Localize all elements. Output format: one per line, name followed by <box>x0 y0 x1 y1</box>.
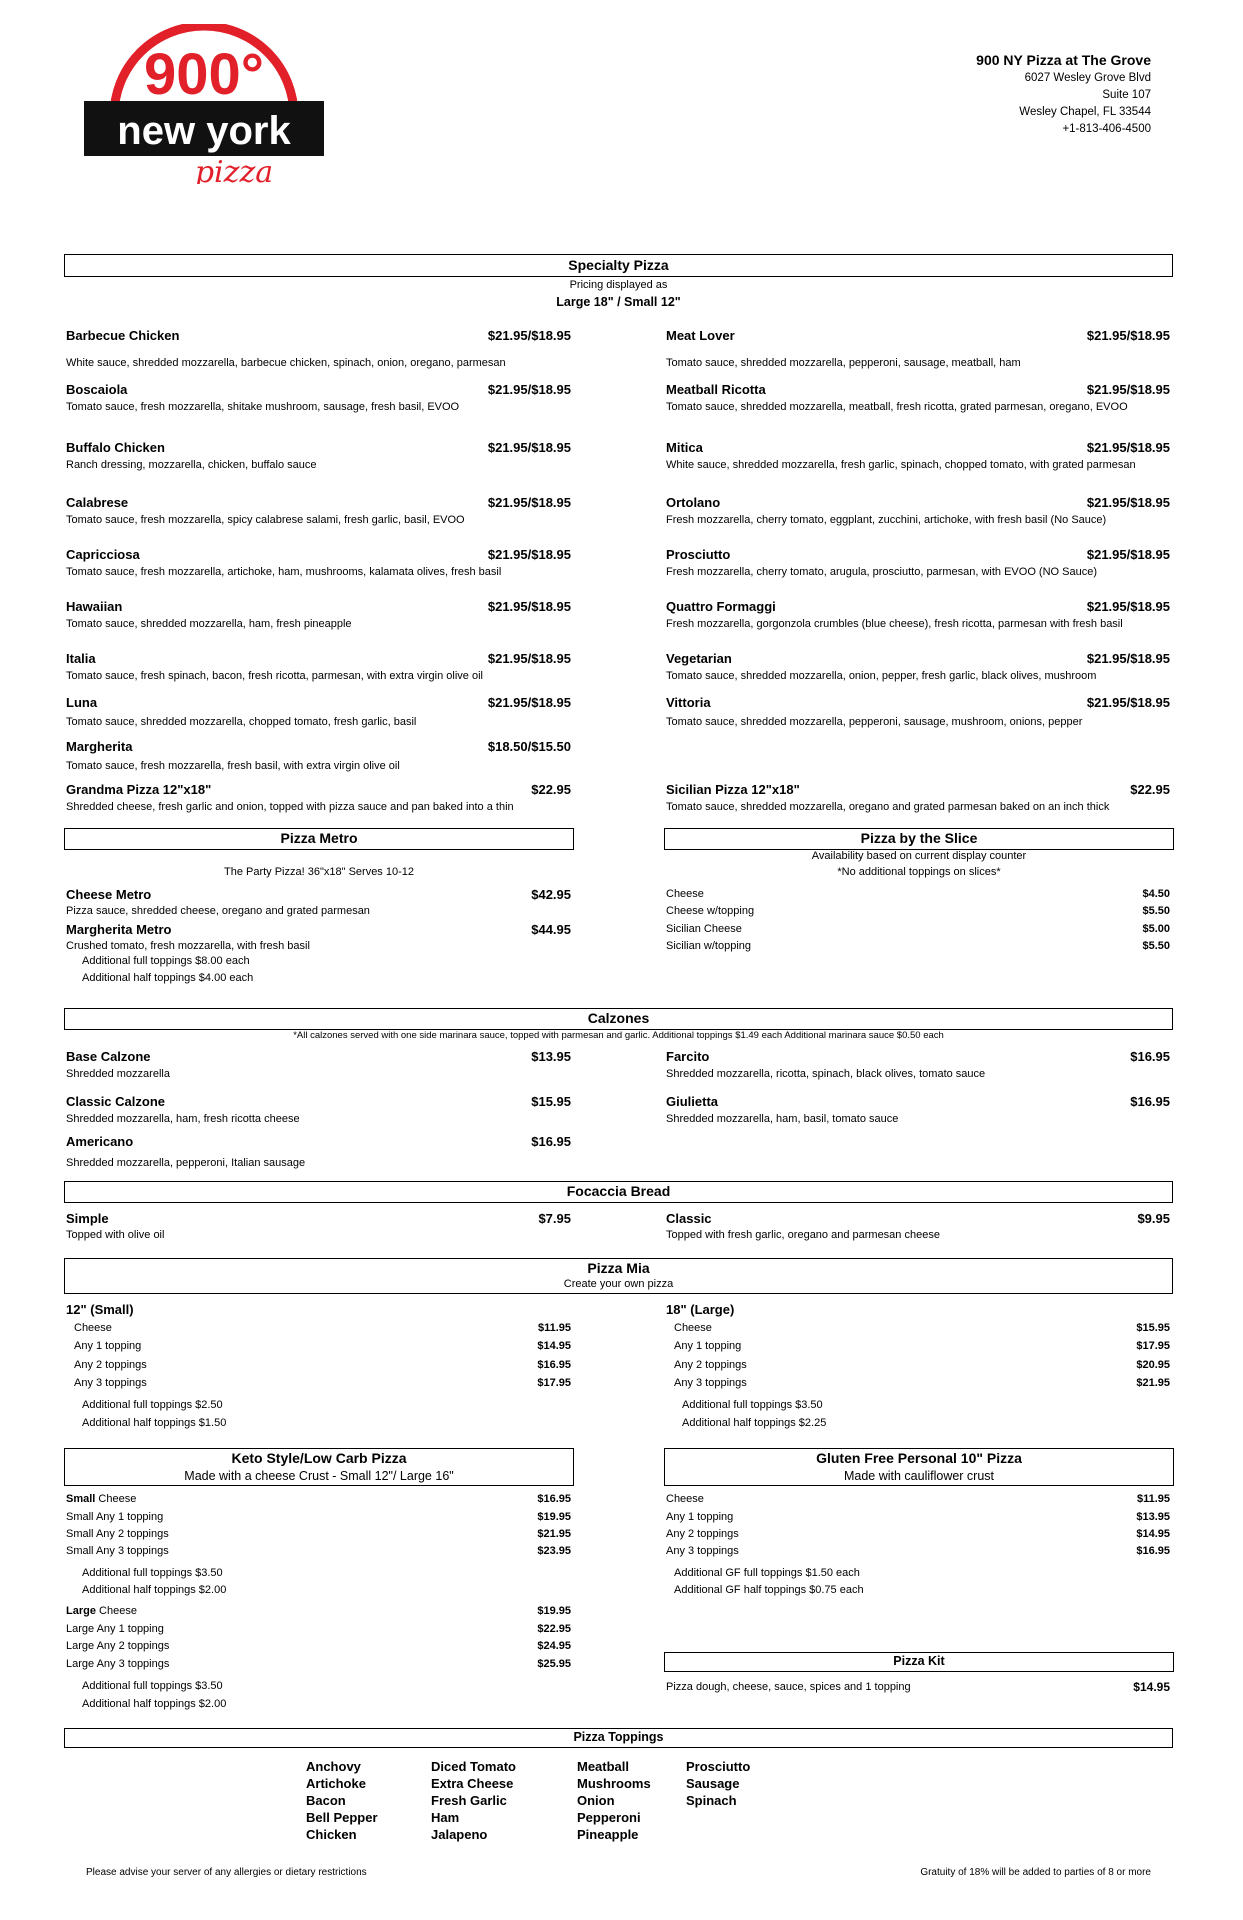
mia-row-price: $11.95 <box>537 1322 571 1334</box>
specialty-item-price: $21.95/$18.95 <box>1086 599 1170 614</box>
specialty-item-name: Capricciosa <box>66 547 140 562</box>
slice-item-price: $4.50 <box>1142 888 1170 900</box>
specialty-header: Specialty Pizza <box>64 254 1173 277</box>
slice-item-price: $5.50 <box>1142 905 1170 917</box>
calzone-item-name: Americano <box>66 1134 134 1149</box>
specialty-item-name: Vittoria <box>666 695 711 710</box>
keto-row-price: $24.95 <box>537 1640 571 1652</box>
slice-item-price: $5.50 <box>1142 940 1170 952</box>
calzone-item-price: $16.95 <box>531 1134 571 1149</box>
keto-row-name: Small Any 1 topping <box>66 1511 164 1523</box>
specialty-item-desc: Tomato sauce, shredded mozzarella, chopped tomato, fresh garlic, basil <box>66 716 417 728</box>
calzone-item-desc: Shredded mozzarella <box>66 1068 170 1080</box>
gluten-title: Gluten Free Personal 10" Pizza <box>816 1450 1022 1466</box>
keto-small-add-half: Additional half toppings $2.00 <box>82 1584 227 1596</box>
keto-subtitle: Made with a cheese Crust - Small 12"/ Large 16" <box>184 1469 454 1483</box>
specialty-item-desc: Ranch dressing, mozzarella, chicken, buffalo sauce <box>66 459 317 471</box>
metro-add-half: Additional half toppings $4.00 each <box>82 972 254 984</box>
gluten-header <box>664 1448 1174 1486</box>
calzone-item-price: $15.95 <box>531 1094 571 1109</box>
mia-row-price: $20.95 <box>1136 1359 1170 1371</box>
mia-row-name: Any 3 toppings <box>674 1377 747 1389</box>
keto-row <box>66 1605 137 1617</box>
specialty-item-name: Luna <box>66 695 98 710</box>
specialty-item-desc: Tomato sauce, fresh mozzarella, fresh basil, with extra virgin olive oil <box>66 760 400 772</box>
topping-item: Pepperoni <box>577 1810 641 1825</box>
focaccia-item-name: Classic <box>666 1211 712 1226</box>
keto-size-label: Large <box>66 1605 96 1617</box>
metro-item-desc: Pizza sauce, shredded cheese, oregano and grated parmesan <box>66 905 370 917</box>
mia-title: Pizza Mia <box>587 1260 650 1276</box>
calzone-item-desc: Shredded mozzarella, ricotta, spinach, black olives, tomato sauce <box>666 1068 986 1080</box>
kit-header: Pizza Kit <box>664 1652 1174 1672</box>
specialty-item-name: Italia <box>66 651 96 666</box>
specialty-item-desc: White sauce, shredded mozzarella, fresh garlic, spinach, chopped tomato, with grated parmesan <box>666 459 1136 471</box>
specialty-item-price: $21.95/$18.95 <box>1086 328 1170 343</box>
keto-row-price: $23.95 <box>537 1545 571 1557</box>
keto-row-price: $16.95 <box>537 1493 571 1505</box>
calzone-item-price: $16.95 <box>1130 1094 1170 1109</box>
logo-graphic <box>84 24 324 184</box>
mia-row-name: Any 2 toppings <box>74 1359 147 1371</box>
mia-row-name: Any 2 toppings <box>674 1359 747 1371</box>
specialty-item-name: Quattro Formaggi <box>666 599 776 614</box>
gluten-row-name: Any 1 topping <box>666 1511 734 1523</box>
calzones-header: Calzones <box>64 1008 1173 1030</box>
slice-item-name: Sicilian w/topping <box>666 940 751 952</box>
slice-item-name: Sicilian Cheese <box>666 923 742 935</box>
keto-row <box>66 1623 164 1635</box>
slice-note-2: *No additional toppings on slices* <box>837 866 1001 878</box>
specialty-item-desc: Tomato sauce, fresh mozzarella, spicy calabrese salami, fresh garlic, basil, EVOO <box>66 514 465 526</box>
city: Wesley Chapel, FL 33544 <box>1019 106 1151 118</box>
mia-row-name: Any 1 topping <box>674 1340 742 1352</box>
topping-item: Meatball <box>577 1759 630 1774</box>
mia-row-price: $15.95 <box>1136 1322 1170 1334</box>
specialty-item-name: Margherita <box>66 739 133 754</box>
keto-row-price: $19.95 <box>537 1511 571 1523</box>
calzone-item-desc: Shredded mozzarella, pepperoni, Italian sausage <box>66 1157 306 1169</box>
phone: +1-813-406-4500 <box>1062 123 1151 135</box>
calzone-item-desc: Shredded mozzarella, ham, basil, tomato sauce <box>666 1113 899 1125</box>
toppings-column <box>577 1758 651 1843</box>
slice-header: Pizza by the Slice <box>664 828 1174 850</box>
calzone-item-desc: Shredded mozzarella, ham, fresh ricotta cheese <box>66 1113 300 1125</box>
slice-note-1: Availability based on current display counter <box>811 850 1027 862</box>
topping-item: Onion <box>577 1793 615 1808</box>
mia-add-full: Additional full toppings $2.50 <box>82 1399 223 1411</box>
keto-row <box>66 1528 169 1540</box>
focaccia-item-desc: Topped with olive oil <box>66 1229 165 1241</box>
metro-item-price: $44.95 <box>531 922 571 937</box>
specialty-item-desc: Tomato sauce, shredded mozzarella, pepperoni, sausage, meatball, ham <box>666 357 1021 369</box>
specialty-item-name: Ortolano <box>666 495 721 510</box>
specialty-item-name: Prosciutto <box>666 547 731 562</box>
topping-item: Ham <box>431 1810 460 1825</box>
specialty-item-name: Hawaiian <box>66 599 123 614</box>
metro-item-name: Margherita Metro <box>66 922 172 937</box>
metro-item-name: Cheese Metro <box>66 887 152 902</box>
metro-item-desc: Crushed tomato, fresh mozzarella, with fresh basil <box>66 940 310 952</box>
mia-add-half: Additional half toppings $2.25 <box>682 1417 827 1429</box>
specialty-item-price: $21.95/$18.95 <box>1086 382 1170 397</box>
mia-row-price: $17.95 <box>1136 1340 1170 1352</box>
specialty-item-price: $21.95/$18.95 <box>1086 495 1170 510</box>
keto-large-add-half: Additional half toppings $2.00 <box>82 1698 227 1710</box>
keto-title: Keto Style/Low Carb Pizza <box>231 1450 407 1466</box>
topping-item: Artichoke <box>306 1776 366 1791</box>
mia-note: Create your own pizza <box>563 1278 674 1290</box>
suite: Suite 107 <box>1102 89 1151 101</box>
topping-item: Mushrooms <box>577 1776 651 1791</box>
metro-item-price: $42.95 <box>531 887 571 902</box>
specialty-item-price: $22.95 <box>531 782 571 797</box>
logo-pizza: pizza <box>194 155 274 184</box>
focaccia-item-name: Simple <box>66 1211 109 1226</box>
keto-row <box>66 1493 136 1505</box>
kit-price: $14.95 <box>1133 1680 1170 1694</box>
topping-item: Diced Tomato <box>431 1759 516 1774</box>
mia-large-label: 18" (Large) <box>666 1302 735 1317</box>
calzone-item-name: Classic Calzone <box>66 1094 165 1109</box>
calzone-item-price: $16.95 <box>1130 1049 1170 1064</box>
specialty-size-note: Large 18" / Small 12" <box>556 295 681 309</box>
specialty-item-desc: Tomato sauce, fresh spinach, bacon, fresh ricotta, parmesan, with extra virgin olive oil <box>66 670 483 682</box>
restaurant-name: 900 NY Pizza at The Grove <box>976 52 1151 68</box>
specialty-item-price: $22.95 <box>1130 782 1170 797</box>
mia-row-name: Any 1 topping <box>74 1340 142 1352</box>
gluten-add-half: Additional GF half toppings $0.75 each <box>674 1584 864 1596</box>
mia-row-price: $17.95 <box>537 1377 571 1389</box>
mia-row-price: $14.95 <box>537 1340 571 1352</box>
specialty-item-price: $21.95/$18.95 <box>487 695 571 710</box>
topping-item: Bacon <box>306 1793 346 1808</box>
specialty-item-desc: Tomato sauce, shredded mozzarella, meatball, fresh ricotta, grated parmesan, oregano, EVOO <box>666 401 1128 413</box>
specialty-item-price: $21.95/$18.95 <box>1086 651 1170 666</box>
specialty-item-name: Vegetarian <box>666 651 732 666</box>
mia-row-price: $21.95 <box>1136 1377 1170 1389</box>
specialty-item-price: $21.95/$18.95 <box>487 495 571 510</box>
street: 6027 Wesley Grove Blvd <box>1024 72 1151 84</box>
specialty-item-desc: Shredded cheese, fresh garlic and onion, topped with pizza sauce and pan baked into a thin <box>66 801 514 813</box>
keto-row <box>66 1511 163 1523</box>
specialty-item-name: Calabrese <box>66 495 129 510</box>
specialty-item-price: $21.95/$18.95 <box>487 382 571 397</box>
restaurant-address <box>976 50 1151 138</box>
topping-item: Spinach <box>686 1793 737 1808</box>
keto-large-add-full: Additional full toppings $3.50 <box>82 1680 223 1692</box>
topping-item: Prosciutto <box>686 1759 751 1774</box>
gluten-row-name: Cheese <box>666 1493 704 1505</box>
gluten-subtitle: Made with cauliflower crust <box>843 1469 995 1483</box>
mia-row-name: Cheese <box>74 1322 112 1334</box>
specialty-item-desc: Tomato sauce, shredded mozzarella, oregano and grated parmesan baked on an inch thick <box>666 801 1110 813</box>
specialty-item-desc: Fresh mozzarella, gorgonzola crumbles (blue cheese), fresh ricotta, parmesan with fresh basil <box>666 618 1123 630</box>
footer-gratuity-note: Gratuity of 18% will be added to parties of 8 or more <box>920 1867 1151 1878</box>
slice-item-name: Cheese <box>666 888 704 900</box>
toppings-column <box>686 1758 750 1809</box>
toppings-header: Pizza Toppings <box>64 1728 1173 1748</box>
kit-desc: Pizza dough, cheese, sauce, spices and 1 topping <box>666 1681 911 1693</box>
specialty-item-name: Grandma Pizza 12"x18" <box>66 782 212 797</box>
gluten-row-price: $14.95 <box>1136 1528 1170 1540</box>
calzone-item-name: Base Calzone <box>66 1049 151 1064</box>
specialty-item-name: Boscaiola <box>66 382 128 397</box>
specialty-item-price: $21.95/$18.95 <box>487 651 571 666</box>
specialty-item-name: Sicilian Pizza 12"x18" <box>666 782 800 797</box>
specialty-item-name: Meat Lover <box>666 328 735 343</box>
calzone-item-name: Giulietta <box>666 1094 719 1109</box>
keto-row-name: Large Any 2 toppings <box>66 1640 170 1652</box>
specialty-item-desc: Tomato sauce, shredded mozzarella, pepperoni, sausage, mushroom, onions, pepper <box>666 716 1083 728</box>
topping-item: Jalapeno <box>431 1827 488 1842</box>
footer-allergy-note: Please advise your server of any allergies or dietary restrictions <box>86 1867 367 1878</box>
keto-row-name: Large Any 3 toppings <box>66 1658 170 1670</box>
specialty-item-name: Meatball Ricotta <box>666 382 766 397</box>
keto-small-add-full: Additional full toppings $3.50 <box>82 1567 223 1579</box>
specialty-item-price: $18.50/$15.50 <box>487 739 571 754</box>
keto-header <box>64 1448 574 1486</box>
specialty-item-price: $21.95/$18.95 <box>487 440 571 455</box>
calzones-note: *All calzones served with one side marinara sauce, topped with parmesan and garlic. Additional toppings $1.49 each Additional marinara sauce $0.50 each <box>293 1030 944 1041</box>
keto-row-price: $19.95 <box>537 1605 571 1617</box>
mia-header <box>64 1258 1173 1294</box>
keto-row <box>66 1640 169 1652</box>
topping-item: Extra Cheese <box>431 1776 514 1791</box>
specialty-item-desc: Fresh mozzarella, cherry tomato, eggplant, zucchini, artichoke, with fresh basil (No Sauce) <box>666 514 1107 526</box>
logo <box>84 24 324 184</box>
specialty-note: Pricing displayed as <box>569 279 668 291</box>
keto-row-name: Cheese <box>95 1605 137 1617</box>
specialty-item-price: $21.95/$18.95 <box>1086 440 1170 455</box>
focaccia-item-price: $9.95 <box>1137 1211 1170 1226</box>
keto-row-price: $22.95 <box>537 1623 571 1635</box>
specialty-item-price: $21.95/$18.95 <box>1086 547 1170 562</box>
topping-item: Chicken <box>306 1827 357 1842</box>
topping-item: Bell Pepper <box>306 1810 378 1825</box>
slice-item-price: $5.00 <box>1142 923 1170 935</box>
specialty-item-desc: Tomato sauce, fresh mozzarella, artichoke, ham, mushrooms, kalamata olives, fresh basil <box>66 566 502 578</box>
gluten-add-full: Additional GF full toppings $1.50 each <box>674 1567 860 1579</box>
specialty-item-price: $21.95/$18.95 <box>1086 695 1170 710</box>
focaccia-item-desc: Topped with fresh garlic, oregano and parmesan cheese <box>666 1229 940 1241</box>
mia-row-name: Cheese <box>674 1322 712 1334</box>
metro-add-full: Additional full toppings $8.00 each <box>82 955 250 967</box>
gluten-row-name: Any 3 toppings <box>666 1545 739 1557</box>
keto-row <box>66 1545 169 1557</box>
specialty-item-desc: Tomato sauce, shredded mozzarella, onion, pepper, fresh garlic, black olives, mushroom <box>666 670 1097 682</box>
keto-row-price: $21.95 <box>537 1528 571 1540</box>
gluten-row-name: Any 2 toppings <box>666 1528 739 1540</box>
specialty-item-desc: White sauce, shredded mozzarella, barbecue chicken, spinach, onion, oregano, parmesan <box>66 357 506 369</box>
keto-row-name: Small Any 2 toppings <box>66 1528 169 1540</box>
specialty-item-name: Mitica <box>666 440 703 455</box>
mia-row-name: Any 3 toppings <box>74 1377 147 1389</box>
mia-row-price: $16.95 <box>537 1359 571 1371</box>
mia-add-half: Additional half toppings $1.50 <box>82 1417 227 1429</box>
specialty-item-name: Buffalo Chicken <box>66 440 165 455</box>
specialty-item-price: $21.95/$18.95 <box>487 328 571 343</box>
keto-row-name: Small Any 3 toppings <box>66 1545 169 1557</box>
specialty-item-price: $21.95/$18.95 <box>487 547 571 562</box>
specialty-item-desc: Fresh mozzarella, cherry tomato, arugula, prosciutto, parmesan, with EVOO (NO Sauce) <box>666 566 1097 578</box>
toppings-column <box>306 1758 378 1843</box>
topping-item: Pineapple <box>577 1827 639 1842</box>
keto-row-name: Cheese <box>95 1493 137 1505</box>
keto-row-price: $25.95 <box>537 1658 571 1670</box>
keto-row-name: Large Any 1 topping <box>66 1623 164 1635</box>
keto-size-label: Small <box>66 1493 96 1505</box>
topping-item: Fresh Garlic <box>431 1793 507 1808</box>
specialty-item-name: Barbecue Chicken <box>66 328 180 343</box>
specialty-item-price: $21.95/$18.95 <box>487 599 571 614</box>
focaccia-header: Focaccia Bread <box>64 1181 1173 1203</box>
logo-number: 900° <box>144 42 264 107</box>
focaccia-item-price: $7.95 <box>538 1211 571 1226</box>
gluten-row-price: $11.95 <box>1136 1493 1170 1505</box>
metro-header: Pizza Metro <box>64 828 574 850</box>
topping-item: Sausage <box>686 1776 740 1791</box>
mia-add-full: Additional full toppings $3.50 <box>682 1399 823 1411</box>
keto-row <box>66 1658 169 1670</box>
mia-small-label: 12" (Small) <box>66 1302 134 1317</box>
logo-new-york: new york <box>117 109 291 153</box>
topping-item: Anchovy <box>306 1759 361 1774</box>
gluten-row-price: $16.95 <box>1136 1545 1170 1557</box>
gluten-row-price: $13.95 <box>1136 1511 1170 1523</box>
metro-note: The Party Pizza! 36"x18" Serves 10-12 <box>223 866 414 878</box>
slice-item-name: Cheese w/topping <box>666 905 755 917</box>
specialty-item-desc: Tomato sauce, shredded mozzarella, ham, fresh pineapple <box>66 618 352 630</box>
specialty-item-desc: Tomato sauce, fresh mozzarella, shitake mushroom, sausage, fresh basil, EVOO <box>66 401 460 413</box>
toppings-column <box>431 1758 516 1843</box>
calzone-item-name: Farcito <box>666 1049 710 1064</box>
calzone-item-price: $13.95 <box>531 1049 571 1064</box>
